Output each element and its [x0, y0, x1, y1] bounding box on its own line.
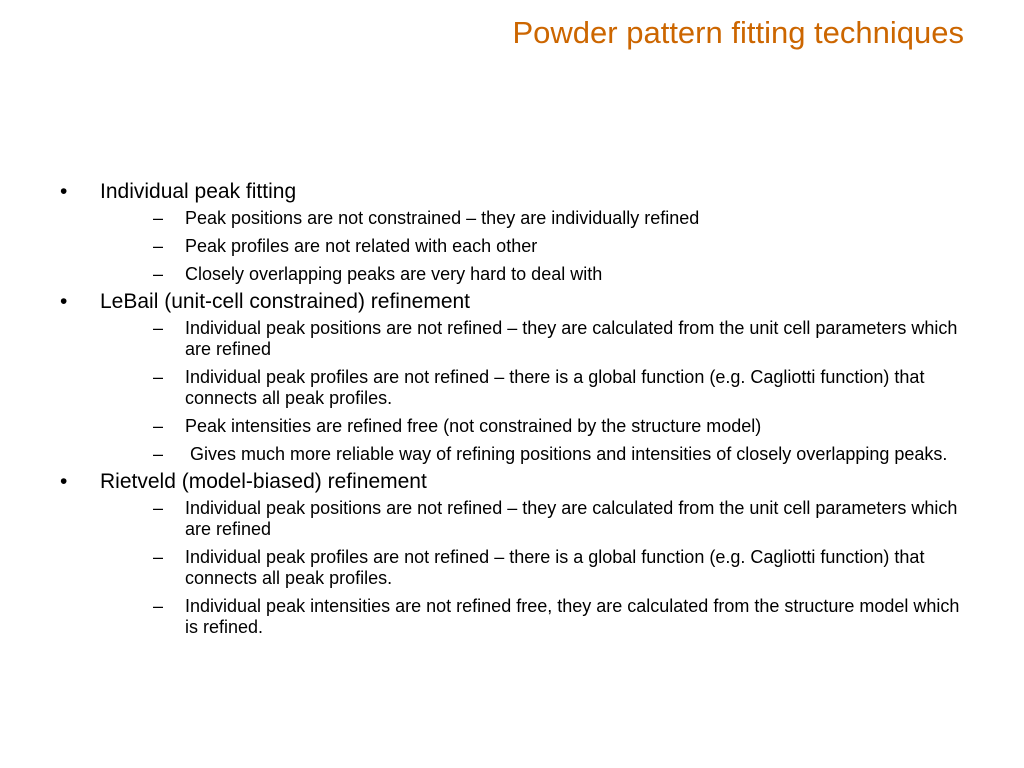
- sub-bullet-text: Peak positions are not constrained – they are individually refined: [185, 208, 700, 228]
- sub-bullet-text: Individual peak positions are not refined – they are calculated from the unit cell parameters which are refined: [185, 498, 958, 539]
- bullet-rietveld-refinement: [60, 470, 960, 638]
- sub-bullet: [100, 416, 960, 437]
- sub-bullet: [100, 596, 960, 638]
- sub-bullet-text: Individual peak profiles are not refined – there is a global function (e.g. Cagliotti function) that connects all peak profiles.: [185, 547, 925, 588]
- dash-marker: –: [153, 416, 164, 436]
- bullet-lebail-refinement: [60, 290, 960, 465]
- bullet-marker: •: [60, 290, 68, 313]
- sub-bullet-list: [100, 498, 960, 638]
- dash-marker: –: [153, 318, 164, 338]
- dash-marker: –: [153, 264, 164, 284]
- bullet-marker: •: [60, 180, 68, 203]
- sub-bullet-text: Peak profiles are not related with each other: [185, 236, 538, 256]
- sub-bullet: [100, 547, 960, 589]
- dash-marker: –: [153, 444, 164, 464]
- dash-marker: –: [153, 208, 164, 228]
- bullet-marker: •: [60, 470, 68, 493]
- sub-bullet-text: Peak intensities are refined free (not constrained by the structure model): [185, 416, 762, 436]
- sub-bullet-text: Individual peak intensities are not refined free, they are calculated from the structure model which is refined.: [185, 596, 960, 637]
- sub-bullet: [100, 236, 960, 257]
- sub-bullet: [100, 498, 960, 540]
- bullet-heading: Rietveld (model-biased) refinement: [100, 470, 427, 493]
- sub-bullet-text: Gives much more reliable way of refining positions and intensities of closely overlapping peaks.: [185, 444, 948, 464]
- sub-bullet-text: Individual peak profiles are not refined – there is a global function (e.g. Cagliotti function) that connects all peak profiles.: [185, 367, 925, 408]
- sub-bullet-text: Closely overlapping peaks are very hard to deal with: [185, 264, 603, 284]
- dash-marker: –: [153, 367, 164, 387]
- sub-bullet: [100, 367, 960, 409]
- dash-marker: –: [153, 498, 164, 518]
- slide-content: [60, 180, 960, 638]
- dash-marker: –: [153, 547, 164, 567]
- dash-marker: –: [153, 596, 164, 616]
- bullet-heading: LeBail (unit-cell constrained) refinement: [100, 290, 471, 313]
- sub-bullet: [100, 444, 960, 465]
- sub-bullet: [100, 318, 960, 360]
- sub-bullet-list: [100, 318, 960, 465]
- dash-marker: –: [153, 236, 164, 256]
- slide-title: Powder pattern fitting techniques: [512, 15, 964, 50]
- sub-bullet-text: Individual peak positions are not refined – they are calculated from the unit cell parameters which are refined: [185, 318, 958, 359]
- bullet-individual-peak-fitting: [60, 180, 960, 285]
- sub-bullet-list: [100, 208, 960, 285]
- sub-bullet: [100, 264, 960, 285]
- bullet-heading: Individual peak fitting: [100, 180, 297, 203]
- sub-bullet: [100, 208, 960, 229]
